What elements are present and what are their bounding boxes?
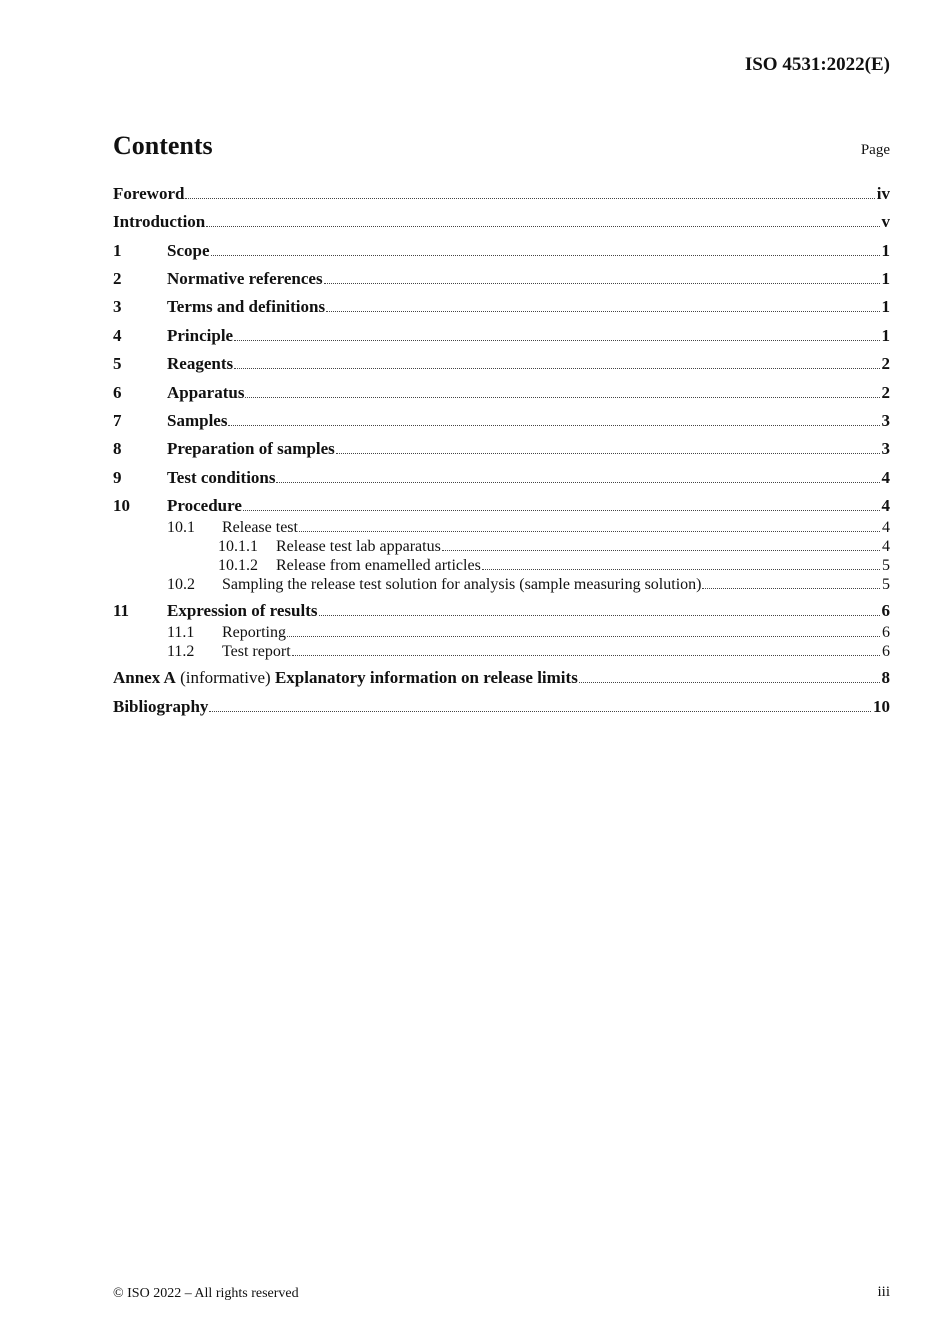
toc-entry-title: [113, 668, 578, 688]
toc-entry[interactable]: [113, 439, 890, 459]
toc-entry-number: 5: [113, 354, 122, 373]
toc-entry-title: [167, 383, 244, 403]
toc-entry-title: [167, 411, 227, 431]
toc-entry-number: 11.1: [167, 624, 195, 641]
dot-leader: [276, 481, 879, 483]
toc-entry-title: [167, 468, 275, 488]
toc-entry-title: [167, 354, 233, 374]
dot-leader: [702, 587, 880, 589]
toc-entry-title-text: Scope: [167, 241, 210, 260]
toc-entry[interactable]: [113, 212, 890, 232]
toc-entry-number: 10.2: [167, 576, 195, 593]
dot-leader: [319, 614, 880, 616]
dot-leader: [234, 339, 879, 341]
toc-title: Contents: [113, 131, 213, 160]
toc-entry-title: [222, 519, 298, 537]
toc-entry-title: [167, 601, 318, 621]
toc-entry-title: [167, 326, 233, 346]
toc-entry[interactable]: [113, 326, 890, 346]
dot-leader: [211, 254, 880, 256]
dot-leader: [442, 549, 880, 551]
toc-entry-page: 4: [882, 519, 890, 536]
toc-entry-page: 4: [882, 538, 890, 555]
toc-entry-number: 6: [113, 383, 122, 402]
toc-entry[interactable]: [113, 622, 890, 642]
toc-entry[interactable]: [113, 411, 890, 431]
dot-leader: [209, 710, 871, 712]
toc-entry-title: [222, 624, 286, 642]
toc-entry-title-text: Bibliography: [113, 697, 209, 716]
toc-entry-page: 1: [881, 269, 890, 288]
dot-leader: [185, 197, 874, 199]
toc-entry-number: 8: [113, 439, 122, 458]
toc-entry-page: 8: [881, 668, 890, 687]
dot-leader: [482, 568, 880, 570]
toc-entry[interactable]: [113, 536, 890, 556]
toc-entry[interactable]: [113, 668, 890, 688]
toc-entry-title-text: Normative references: [167, 269, 323, 288]
toc-entry-page: 6: [881, 601, 890, 620]
toc-entry-number: 1: [113, 241, 122, 260]
dot-leader: [336, 452, 880, 454]
toc-entry-page: 5: [882, 576, 890, 593]
toc-entry-title-text: Apparatus: [167, 383, 245, 402]
toc-entry-title: [222, 643, 291, 661]
toc-entry-page: 5: [882, 557, 890, 574]
toc-entry-number: 9: [113, 468, 122, 487]
document-id: ISO 4531:2022(E): [744, 54, 890, 75]
toc-entry-page: 1: [881, 297, 890, 316]
page-column-label: Page: [860, 142, 890, 158]
toc-entry-title: [167, 439, 335, 459]
toc-entry-title: [167, 241, 210, 261]
toc-entry-title-text: Terms and definitions: [167, 297, 326, 316]
toc-entry-number: 11: [113, 601, 130, 620]
dot-leader: [245, 396, 879, 398]
toc-entry[interactable]: [113, 383, 890, 403]
toc-entry[interactable]: [113, 574, 890, 594]
toc-entry-title: [113, 184, 184, 204]
toc-entry-number: 4: [113, 326, 122, 345]
toc-entry[interactable]: [113, 517, 890, 537]
toc-entry-page: v: [881, 212, 890, 231]
toc-entry-title-text: Test conditions: [167, 468, 276, 487]
toc-entry[interactable]: [113, 269, 890, 289]
toc-entry[interactable]: [113, 184, 890, 204]
dot-leader: [234, 367, 879, 369]
toc-entry-title-text: Introduction: [113, 212, 206, 231]
toc-entry-title-text: Annex A: [113, 668, 176, 687]
toc-entry-title-text: Test report: [222, 643, 291, 660]
dot-leader: [287, 635, 880, 637]
dot-leader: [299, 530, 880, 532]
toc-entry[interactable]: [113, 297, 890, 317]
toc-entry-title-text: Preparation of samples: [167, 439, 335, 458]
toc-entry-number: 10.1.1: [218, 538, 258, 555]
toc-entry-title-text: Samples: [167, 411, 228, 430]
toc-entry-number: 2: [113, 269, 122, 288]
toc-entry-title-text: Release test lab apparatus: [276, 538, 441, 555]
footer-page-number: iii: [877, 1284, 890, 1300]
dot-leader: [228, 424, 879, 426]
toc-entry-page: 2: [881, 354, 890, 373]
toc-entry-page: 10: [873, 697, 890, 716]
toc-entry-annex-type: (informative): [175, 668, 275, 687]
toc-entry-title: [167, 269, 323, 289]
dot-leader: [243, 509, 880, 511]
toc-entry[interactable]: [113, 468, 890, 488]
toc-entry-title-text: Sampling the release test solution for analysis (sample measuring solution): [222, 576, 702, 593]
toc-entry[interactable]: [113, 555, 890, 575]
toc-entry[interactable]: [113, 354, 890, 374]
toc-entry-title: [113, 212, 205, 232]
toc-entry-title: [276, 557, 481, 575]
dot-leader: [324, 282, 880, 284]
toc-entry-title: [222, 576, 701, 594]
toc-entry-number: 10.1.2: [218, 557, 258, 574]
toc-entry-page: 1: [881, 326, 890, 345]
toc-entry-annex-title: Explanatory information on release limits: [274, 668, 578, 687]
toc-entry-page: iv: [876, 184, 890, 203]
dot-leader: [326, 310, 879, 312]
toc-entry-page: 3: [881, 411, 890, 430]
toc-entry-title: [167, 297, 325, 317]
toc-entry[interactable]: [113, 601, 890, 621]
toc-entry[interactable]: [113, 496, 890, 516]
toc-entry[interactable]: [113, 641, 890, 661]
toc-entry-number: 7: [113, 411, 122, 430]
toc-entry-title-text: Release from enamelled articles: [276, 557, 481, 574]
toc-entry[interactable]: [113, 697, 890, 717]
toc-entry-title-text: Foreword: [113, 184, 185, 203]
toc-entry-page: 1: [881, 241, 890, 260]
dot-leader: [292, 654, 880, 656]
toc-entry-title-text: Procedure: [167, 496, 242, 515]
dot-leader: [579, 681, 880, 683]
toc-entry-title-text: Reporting: [222, 624, 286, 641]
dot-leader: [206, 225, 879, 227]
toc-entry-title: [113, 697, 208, 717]
toc-entry-number: 11.2: [167, 643, 195, 660]
toc-entry-number: 10.1: [167, 519, 195, 536]
toc-entry-number: 3: [113, 297, 122, 316]
toc-entry-page: 2: [881, 383, 890, 402]
toc-entry-title-text: Expression of results: [167, 601, 318, 620]
toc-entry-page: 3: [881, 439, 890, 458]
toc-entry-title-text: Release test: [222, 519, 298, 536]
toc-entry-title: [167, 496, 242, 516]
toc-entry-title: [276, 538, 441, 556]
toc-entry-page: 4: [881, 496, 890, 515]
toc-entry-title-text: Reagents: [167, 354, 234, 373]
toc-entry-page: 6: [882, 643, 890, 660]
toc-entry-page: 6: [882, 624, 890, 641]
toc-entry-page: 4: [881, 468, 890, 487]
toc-entry[interactable]: [113, 241, 890, 261]
toc-entry-number: 10: [113, 496, 130, 515]
toc-entry-title-text: Principle: [167, 326, 234, 345]
footer-copyright: © ISO 2022 – All rights reserved: [113, 1286, 299, 1301]
